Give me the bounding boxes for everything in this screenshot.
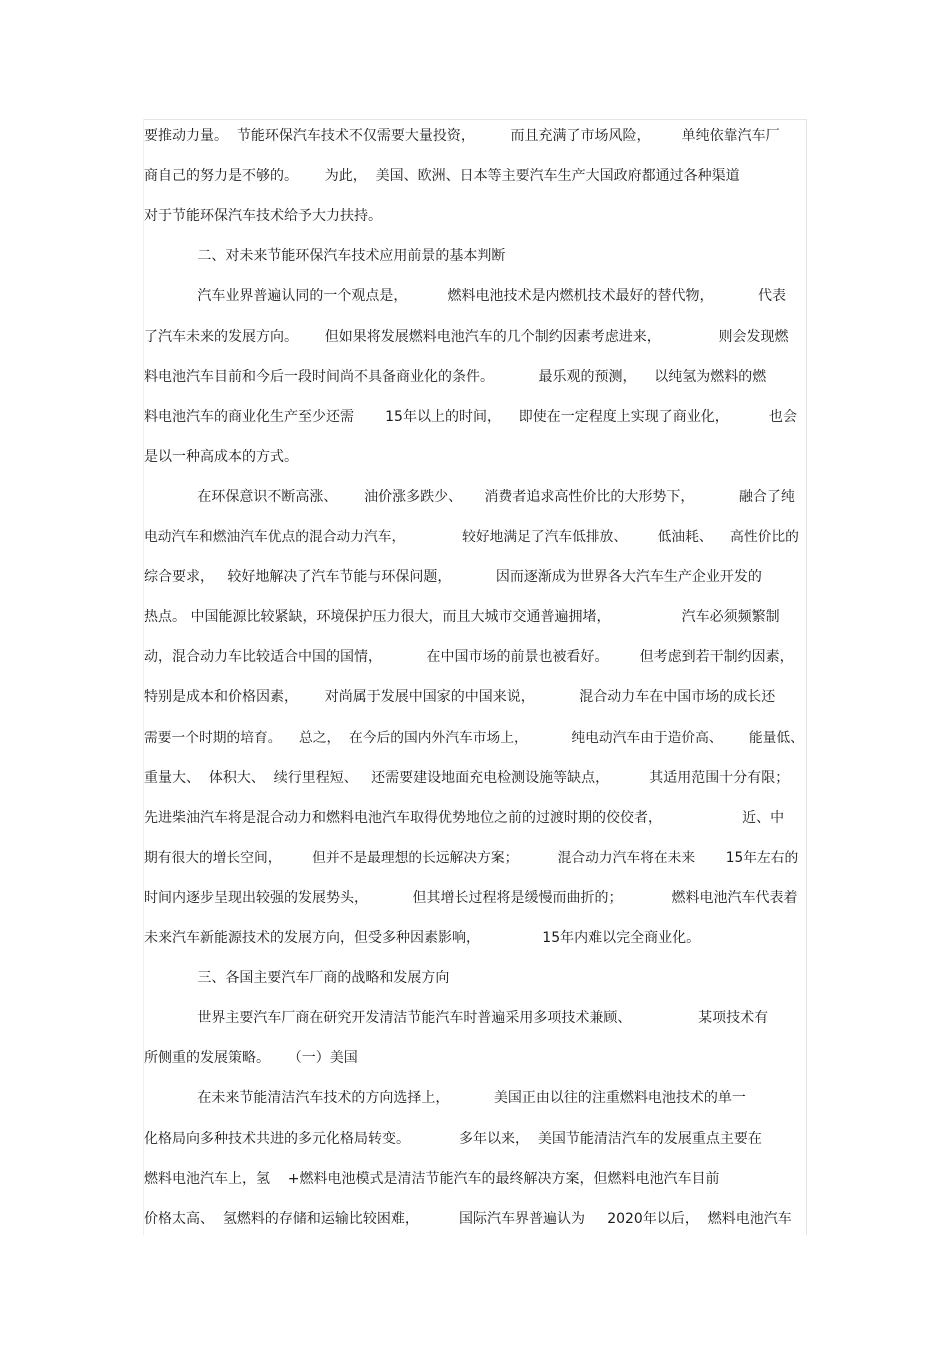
text-line: 特别是成本和价格因素， 对尚属于发展中国家的中国来说， 混合动力车在中国市场的成长还: [144, 689, 776, 706]
text-line: 了汽车未来的发展方向。 但如果将发展燃料电池汽车的几个制约因素考虑进来， 则会发现燃: [144, 328, 789, 345]
text-line: 热点。 中国能源比较紧缺，环境保护压力很大，而且大城市交通普遍拥堵， 汽车必须频繁制: [144, 609, 780, 626]
text-line: 对于节能环保汽车技术给予大力扶持。: [144, 208, 382, 225]
text-line: 动，混合动力车比较适合中国的国情， 在中国市场的前景也被看好。 但考虑到若干制约因素，: [144, 649, 794, 666]
page-border-top: [143, 119, 807, 120]
text-line: 需要一个时期的培育。 总之， 在今后的国内外汽车市场上， 纯电动汽车由于造价高、 能量低、: [144, 729, 804, 746]
text-line: 期有很大的增长空间， 但并不是最理想的长远解决方案； 混合动力汽车将在未来 15年左右的: [144, 849, 799, 866]
text-line: 在环保意识不断高涨、 油价涨多跌少、 消费者追求高性价比的大形势下， 融合了纯: [144, 488, 795, 505]
text-line: 化格局向多种技术共进的多元化格局转变。 多年以来， 美国节能清洁汽车的发展重点主要在: [144, 1130, 762, 1147]
text-line: 重量大、 体积大、 续行里程短、 还需要建设地面充电检测设施等缺点， 其适用范围十分有限；: [144, 769, 790, 786]
text-line: 燃料电池汽车上，氢 +燃料电池模式是清洁节能汽车的最终解决方案，但燃料电池汽车目前: [144, 1170, 720, 1187]
text-line: 综合要求， 较好地解决了汽车节能与环保问题， 因而逐渐成为世界各大汽车生产企业开发的: [144, 569, 762, 586]
text-line: 二、对未来节能环保汽车技术应用前景的基本判断: [144, 248, 506, 265]
text-line: 要推动力量。 节能环保汽车技术不仅需要大量投资， 而且充满了市场风险， 单纯依靠汽车厂: [144, 128, 780, 144]
text-line: 料电池汽车的商业化生产至少还需 15年以上的时间， 即使在一定程度上实现了商业化， 也会: [144, 408, 797, 425]
text-line: 未来汽车新能源技术的发展方向，但受多种因素影响， 15年内难以完全商业化。: [144, 930, 701, 946]
text-line: 世界主要汽车厂商在研究开发清洁节能汽车时普遍采用多项技术兼顾、 某项技术有: [144, 1010, 769, 1027]
text-line: 三、各国主要汽车厂商的战略和发展方向: [144, 970, 450, 987]
text-line: 先进柴油汽车将是混合动力和燃料电池汽车取得优势地位之前的过渡时期的佼佼者， 近、中: [144, 809, 785, 826]
text-line: 在未来节能清洁汽车技术的方向选择上， 美国正由以往的注重燃料电池技术的单一: [144, 1090, 746, 1107]
text-line: 电动汽车和燃油汽车优点的混合动力汽车， 较好地满足了汽车低排放、 低油耗、 高性价比的: [144, 529, 799, 545]
text-line: 价格太高、 氢燃料的存储和运输比较困难， 国际汽车界普遍认为 2020年以后， 燃料电池汽车: [144, 1210, 792, 1227]
text-line: 是以一种高成本的方式。: [144, 448, 298, 465]
text-line: 料电池汽车目前和今后一段时间尚不具备商业化的条件。 最乐观的预测， 以纯氢为燃料的燃: [144, 368, 767, 385]
text-line: 所侧重的发展策略。 （一）美国: [144, 1050, 358, 1067]
text-line: 商自己的努力是不够的。 为此， 美国、欧洲、日本等主要汽车生产大国政府都通过各种渠道: [144, 168, 740, 185]
text-line: 时间内逐步呈现出较强的发展势头， 但其增长过程将是缓慢而曲折的； 燃料电池汽车代表着: [144, 889, 798, 906]
text-line: 汽车业界普遍认同的一个观点是， 燃料电池技术是内燃机技术最好的替代物， 代表: [144, 288, 786, 305]
